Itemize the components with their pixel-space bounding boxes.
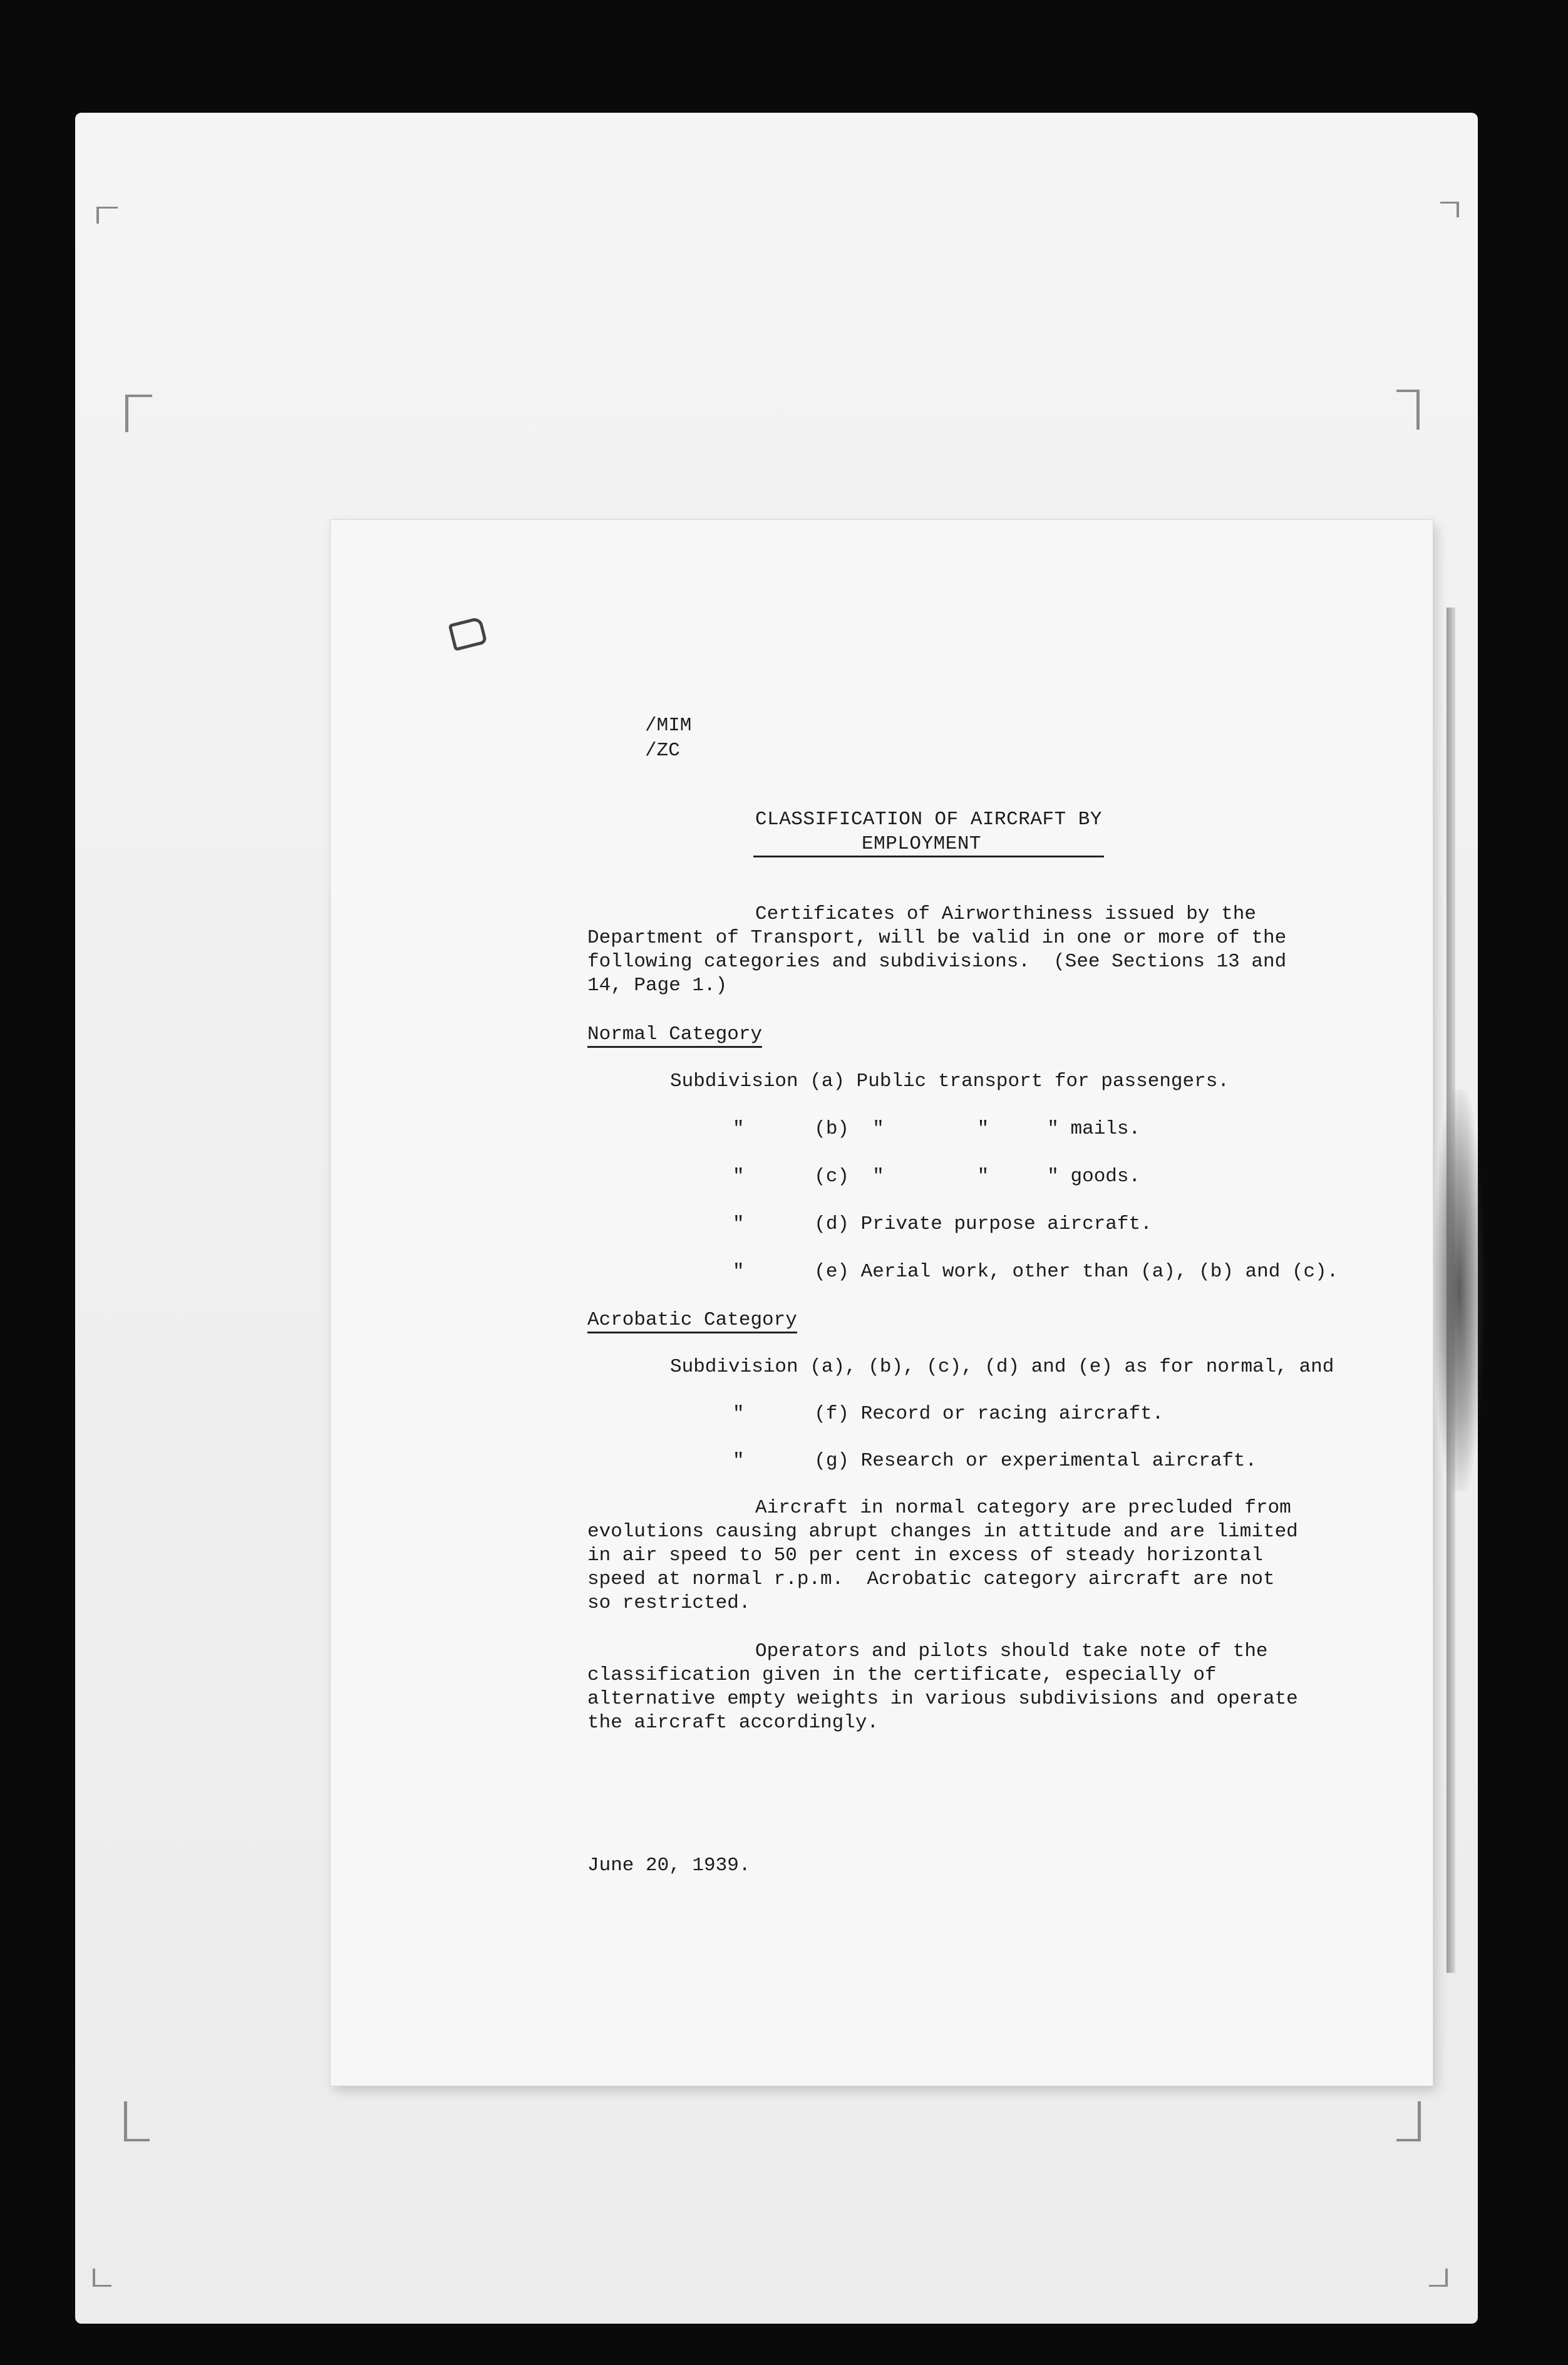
paragraph-1-line-4: speed at normal r.p.m. Acrobatic category aircraft are not (587, 1568, 1275, 1590)
intro-line-4: 14, Page 1.) (587, 975, 728, 996)
intro-line-2: Department of Transport, will be valid in one or more of the (587, 927, 1287, 949)
initials-line-2: /ZC (645, 740, 680, 762)
paragraph-2-line-4: the aircraft accordingly. (587, 1712, 879, 1734)
acrobatic-item-a-e: Subdivision (a), (b), (c), (d) and (e) as for normal, and (670, 1356, 1334, 1378)
paragraph-1-line-2: evolutions causing abrupt changes in attitude and are limited (587, 1521, 1298, 1543)
title-line-2: EMPLOYMENT (862, 833, 982, 855)
paragraph-1-line-5: so restricted. (587, 1592, 751, 1614)
document-date: June 20, 1939. (587, 1855, 751, 1876)
paragraph-1-line-1: Aircraft in normal category are precluded from (755, 1497, 1291, 1519)
normal-item-a: Subdivision (a) Public transport for passengers. (670, 1070, 1229, 1092)
title-underline (753, 856, 1104, 857)
normal-item-e: " (e) Aerial work, other than (a), (b) and (c). (733, 1261, 1339, 1283)
paragraph-1-line-3: in air speed to 50 per cent in excess of steady horizontal (587, 1545, 1263, 1566)
intro-line-3: following categories and subdivisions. (See Sections 13 and (587, 951, 1287, 973)
paragraph-2-line-3: alternative empty weights in various subdivisions and operate (587, 1688, 1298, 1710)
acrobatic-category-heading: Acrobatic Category (587, 1308, 797, 1333)
normal-item-d: " (d) Private purpose aircraft. (733, 1213, 1152, 1235)
intro-line-1: Certificates of Airworthiness issued by the (755, 903, 1256, 925)
normal-category-heading: Normal Category (587, 1023, 762, 1048)
initials-line-1: /MIM (645, 715, 692, 737)
acrobatic-item-g: " (g) Research or experimental aircraft. (733, 1450, 1257, 1472)
title-line-1: CLASSIFICATION OF AIRCRAFT BY (755, 809, 1102, 831)
paragraph-2-line-2: classification given in the certificate, especially of (587, 1664, 1217, 1686)
normal-item-c: " (c) " " " goods. (733, 1166, 1141, 1188)
acrobatic-item-f: " (f) Record or racing aircraft. (733, 1403, 1164, 1425)
normal-item-b: " (b) " " " mails. (733, 1118, 1141, 1140)
paragraph-2-line-1: Operators and pilots should take note of the (755, 1640, 1268, 1662)
